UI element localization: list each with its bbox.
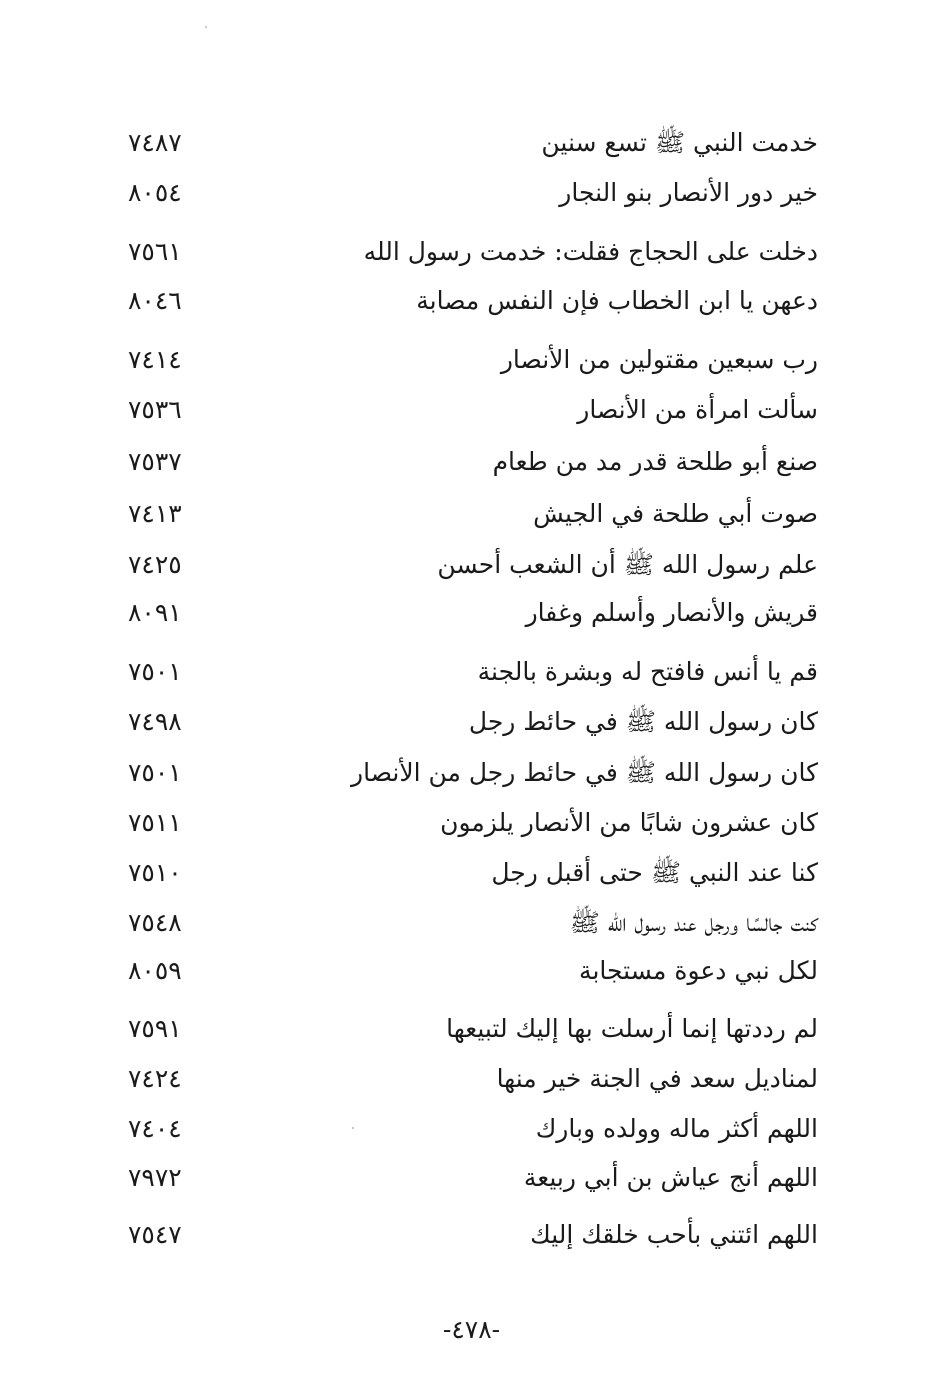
entry-text: صوت أبي طلحة في الجيش — [533, 499, 818, 528]
entry-number: ٧٥٠١ — [128, 758, 182, 787]
entry-text: كان رسول الله ﷺ في حائط رجل من الأنصار — [351, 758, 818, 787]
index-entry — [0, 442, 943, 482]
entry-text: رب سبعين مقتولين من الأنصار — [500, 345, 818, 374]
index-entry — [0, 1059, 943, 1099]
entry-text: كنت جالسًا ورجل عند رسول الله ﷺ — [569, 908, 818, 937]
entry-number: ٧٤٩٨ — [128, 707, 182, 736]
index-entry — [0, 903, 943, 943]
entry-number: ٧٩٧٢ — [128, 1163, 182, 1192]
entry-number: ٨٠٥٩ — [128, 956, 182, 985]
entry-text: اللهم أنج عياش بن أبي ربيعة — [523, 1163, 818, 1192]
entry-text: قم يا أنس فافتح له وبشرة بالجنة — [477, 657, 818, 686]
index-entry — [0, 1009, 943, 1049]
entry-number: ٧٥٤٨ — [128, 908, 182, 937]
entry-text: لم رددتها إنما أرسلت بها إليك لتبيعها — [446, 1014, 818, 1043]
index-entry — [0, 340, 943, 380]
entry-number: ٨٠٥٤ — [128, 178, 182, 207]
index-entry — [0, 545, 943, 585]
entry-text: صنع أبو طلحة قدر مد من طعام — [492, 447, 818, 476]
entry-number: ٧٥٣٦ — [128, 395, 182, 424]
entry-text: علم رسول الله ﷺ أن الشعب أحسن — [437, 550, 818, 579]
index-entry — [0, 494, 943, 534]
entry-number: ٧٥١٠ — [128, 858, 182, 887]
entry-text: اللهم أكثر ماله وولده وبارك — [535, 1114, 818, 1143]
index-entry — [0, 1109, 943, 1149]
index-entry — [0, 1215, 943, 1255]
index-entry — [0, 593, 943, 633]
index-entry — [0, 1158, 943, 1198]
entry-text: خدمت النبي ﷺ تسع سنين — [541, 128, 818, 157]
entry-number: ٧٤٨٧ — [128, 128, 182, 157]
entry-text: كان عشرون شابًا من الأنصار يلزمون — [440, 808, 818, 837]
entry-number: ٧٥٠١ — [128, 657, 182, 686]
index-entry — [0, 652, 943, 692]
entry-number: ٧٥٤٧ — [128, 1220, 182, 1249]
index-entry — [0, 281, 943, 321]
page-number: -٤٧٨- — [442, 1315, 501, 1344]
entry-number: ٧٥٩١ — [128, 1014, 182, 1043]
index-entry — [0, 803, 943, 843]
entry-number: ٧٤١٣ — [128, 499, 182, 528]
entry-text: اللهم ائتني بأحب خلقك إليك — [530, 1220, 818, 1249]
entry-text: قريش والأنصار وأسلم وغفار — [525, 598, 818, 627]
entry-text: كان رسول الله ﷺ في حائط رجل — [468, 707, 818, 736]
entry-text: خير دور الأنصار بنو النجار — [559, 178, 818, 207]
index-entry — [0, 123, 943, 163]
index-entry — [0, 702, 943, 742]
entry-text: لكل نبي دعوة مستجابة — [579, 956, 818, 985]
entry-number: ٧٥٣٧ — [128, 447, 182, 476]
scan-speck — [205, 26, 207, 28]
entry-number: ٧٤٢٤ — [128, 1064, 182, 1093]
entry-number: ٧٥١١ — [128, 808, 182, 837]
index-entry — [0, 951, 943, 991]
index-entry — [0, 173, 943, 213]
entry-number: ٧٤٢٥ — [128, 550, 182, 579]
entry-text: لمناديل سعد في الجنة خير منها — [496, 1064, 818, 1093]
entry-text: دعهن يا ابن الخطاب فإن النفس مصابة — [416, 286, 818, 315]
index-entry — [0, 232, 943, 272]
entry-number: ٧٤٠٤ — [128, 1114, 182, 1143]
entry-number: ٨٠٩١ — [128, 598, 182, 627]
entry-number: ٧٤١٤ — [128, 345, 182, 374]
entry-number: ٨٠٤٦ — [128, 286, 182, 315]
entry-text: دخلت على الحجاج فقلت: خدمت رسول الله — [363, 237, 818, 266]
index-entry — [0, 853, 943, 893]
entry-text: سألت امرأة من الأنصار — [577, 395, 818, 424]
index-entry — [0, 753, 943, 793]
entry-text: كنا عند النبي ﷺ حتى أقبل رجل — [491, 858, 818, 887]
index-entry — [0, 390, 943, 430]
entry-number: ٧٥٦١ — [128, 237, 182, 266]
